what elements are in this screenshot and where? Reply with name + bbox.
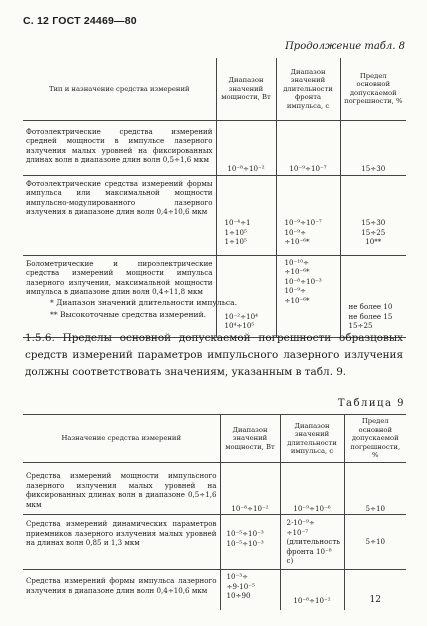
cell-purpose: Средства измерений динамических параметров приемников лазерного излучения малых уровней на длинах волн 0,85 и 1,3 мкм bbox=[23, 515, 220, 570]
cell-type: Болометрические и пироэлектрические средства измерений мощности импульса лазерного излучения, максимальной мощности импульса в диапазоне длин волн 0,4÷11,8 мкм bbox=[23, 255, 216, 337]
section-1-5-6-paragraph: 1.5.6. Пределы основной допускаемой погрешности образцовых средств измерений параметров импульсного лазерного излучения должны соответствовать значениям, указанным в табл. 9. bbox=[25, 332, 403, 378]
table-row bbox=[23, 463, 406, 515]
cell-duration: 10⁻⁸÷10⁻² bbox=[280, 570, 344, 610]
footnote-2: ** Высокоточные средства измерений. bbox=[50, 310, 207, 319]
cell-power: 10⁻⁸÷10⁻² bbox=[216, 120, 276, 175]
col-header-power: Диапазон значений мощности, Вт bbox=[220, 415, 280, 463]
cell-error: 5÷10 bbox=[365, 503, 385, 513]
col-header-power: Диапазон значений мощности, Вт bbox=[216, 58, 276, 120]
col-header-duration: Диапазон значений длительности импульса, с bbox=[280, 415, 344, 463]
col-header-error: Предел основной допускаемой погрешности, % bbox=[344, 415, 406, 463]
cell-front: 10⁻⁹÷10⁻⁷ 10⁻⁹÷ ÷10⁻⁶* bbox=[276, 175, 340, 255]
table-row bbox=[23, 570, 406, 610]
cell-power: 10⁻³÷ ÷9·10⁻⁵ 10÷90 bbox=[220, 570, 280, 610]
col-header-type: Тип и назначение средства измерений bbox=[23, 58, 216, 120]
page-header: С. 12 ГОСТ 24469—80 bbox=[23, 15, 137, 27]
cell-front: 10⁻¹⁰÷ ÷10⁻⁶* 10⁻⁸÷10⁻³ 10⁻⁹÷ ÷10⁻⁶* bbox=[276, 255, 340, 337]
cell-error: 12 bbox=[344, 570, 406, 610]
col-header-front: Диапазон значений длительности фронта импульса, с bbox=[276, 58, 340, 120]
table-8 bbox=[23, 58, 406, 338]
cell-error: 15÷30 15÷25 10** bbox=[340, 175, 406, 255]
cell-error: 15÷30 bbox=[361, 164, 386, 173]
cell-front: 10⁻⁹÷10⁻⁷ bbox=[276, 120, 340, 175]
cell-type: Фотоэлектрические средства измерений формы импульса или максимальной мощности импульсно-модулированного лазерного излучения в диапазоне длин волн 0,4÷10,6 мкм bbox=[23, 175, 216, 255]
table-9-caption: Таблица 9 bbox=[337, 398, 405, 409]
col-header-purpose: Назначение средства измерений bbox=[23, 415, 220, 463]
table-9 bbox=[23, 414, 406, 610]
cell-power: 10⁻⁵÷10⁻³ 10⁻⁵÷10⁻³ bbox=[220, 515, 280, 570]
cell-power: 10⁻⁴÷1 1÷10⁵ 1÷10⁵ bbox=[216, 175, 276, 255]
table-row bbox=[23, 255, 406, 337]
cell-duration: 10⁻⁹÷10⁻⁶ bbox=[280, 463, 344, 515]
table-continuation-label: Продолжение табл. 8 bbox=[285, 41, 405, 52]
footnote-1: * Диапазон значений длительности импульса. bbox=[50, 298, 238, 307]
cell-error: не более 10 не более 15 15÷25 bbox=[340, 255, 406, 337]
table-row bbox=[23, 515, 406, 570]
cell-purpose: Средства измерений формы импульса лазерного излучения в диапазоне длин волн 0,4÷10,6 мкм bbox=[23, 570, 220, 610]
table-row bbox=[23, 120, 406, 175]
table-row bbox=[23, 175, 406, 255]
cell-purpose: Средства измерений мощности импульсного лазерного излучения малых уровней на фиксированных длинах волн в диапазоне 0,5÷1,6 мкм bbox=[23, 463, 220, 515]
cell-power: 10⁻²÷10⁴ 10⁴÷10⁵ bbox=[216, 255, 276, 337]
col-header-error: Предел основной допускаемой погрешности, % bbox=[340, 58, 406, 120]
cell-error: 5÷10 bbox=[344, 515, 406, 570]
cell-duration: 2·10⁻⁹÷ ÷10⁻⁷ (длительность фронта 10⁻⁸ с) bbox=[280, 515, 344, 570]
cell-power: 10⁻⁸÷10⁻² bbox=[220, 463, 280, 515]
cell-type: Фотоэлектрические средства измерений средней мощности в импульсе лазерного излучения малых уровней на фиксированных длинах волн в диапазоне длин волн 0,5÷1,6 мкм bbox=[23, 120, 216, 175]
